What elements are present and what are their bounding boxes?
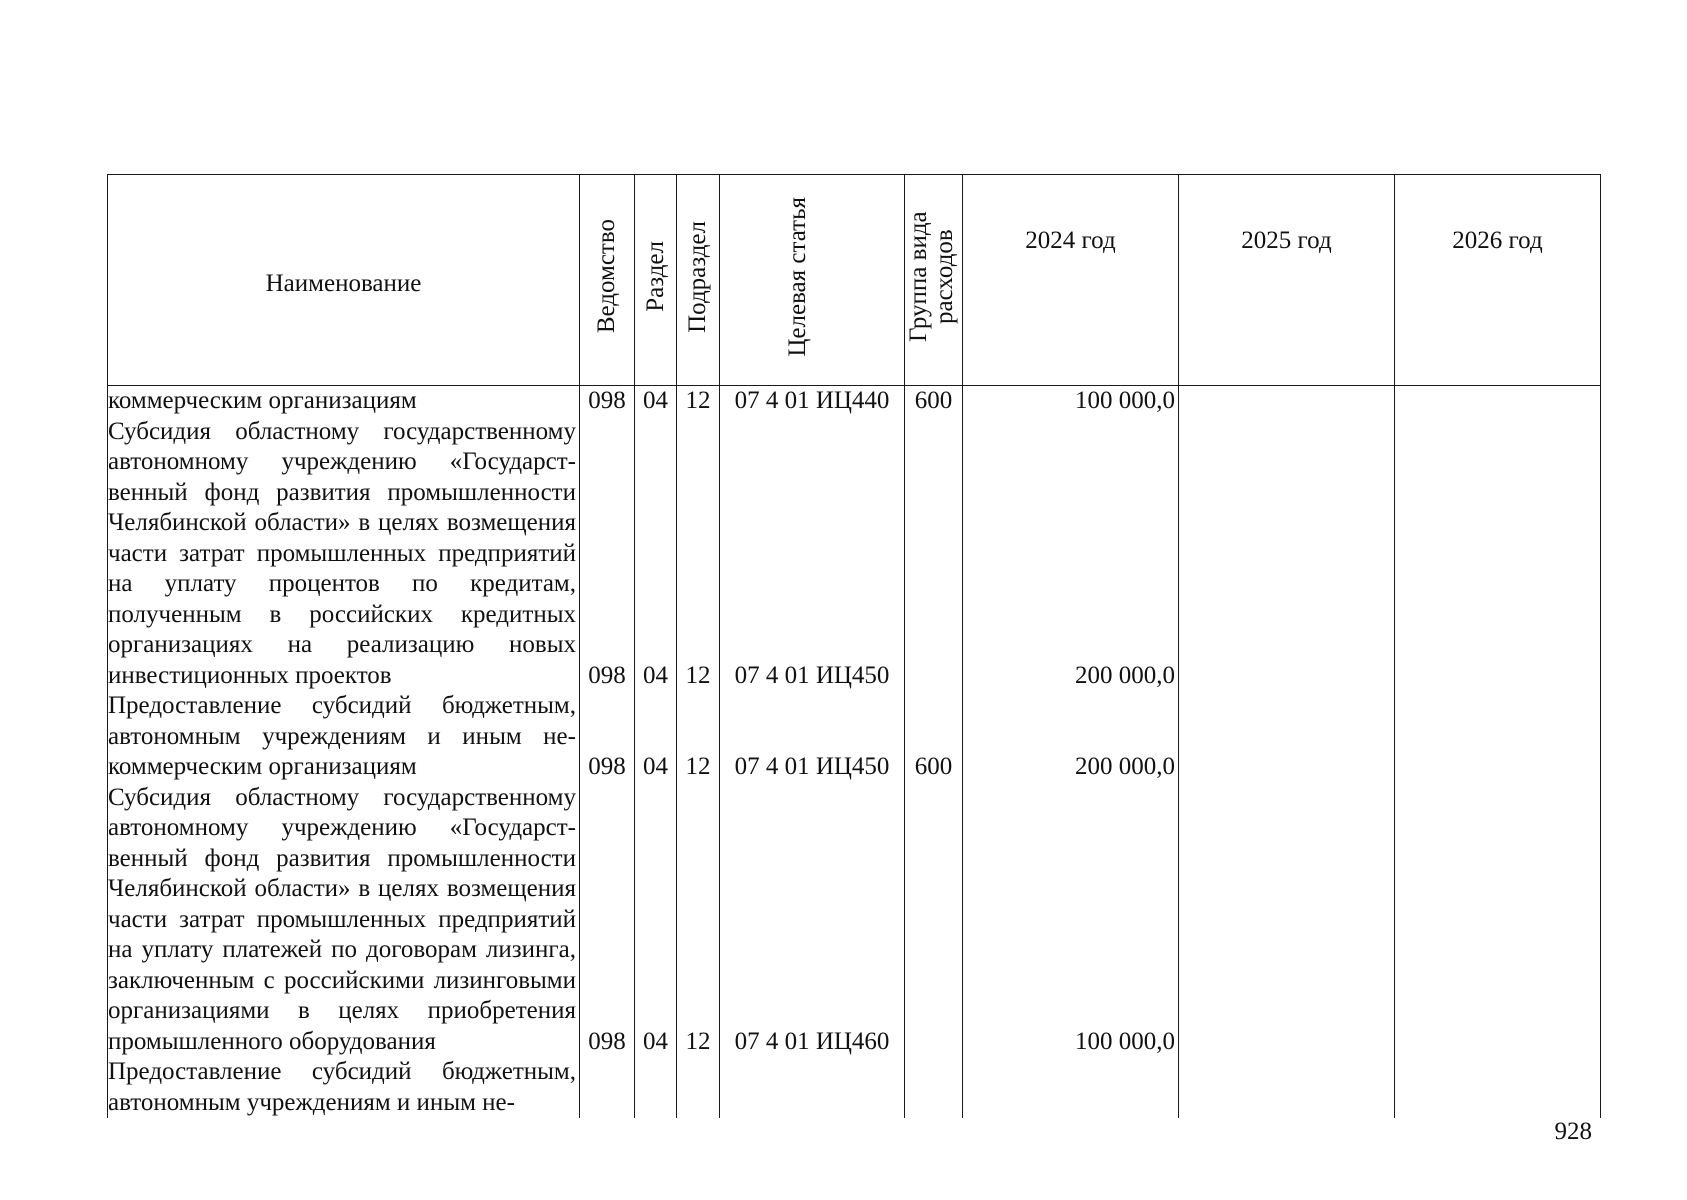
header-expense-group-label: Группа вида расходов [904, 211, 958, 342]
table-header [108, 175, 1601, 386]
row-year-2025 [1179, 783, 1395, 1058]
header-section-label: Раздел [641, 241, 669, 312]
row-year-2024 [963, 1057, 1179, 1118]
row-section: 04 [635, 691, 677, 783]
page-number: 928 [1554, 1118, 1592, 1145]
table-row [108, 1057, 1601, 1118]
row-subsection [677, 1057, 720, 1118]
row-department: 098 [580, 783, 635, 1058]
row-name: Субсидия областному государственному автономному учреждению «Государственный фонд развития промышленности Челябинской области» в целях возмещения части затрат промышленных предприятий на уплату платежей по договорам лизинга, заключенным с российскими лизинговыми организациями в целях приобретения промышленного оборудования [108, 783, 580, 1058]
row-year-2024: 200 000,0 [963, 691, 1179, 783]
header-name-label: Наименование [265, 270, 422, 297]
header-name [108, 175, 580, 386]
row-section: 04 [635, 417, 677, 692]
row-section: 04 [635, 386, 677, 417]
row-year-2024: 100 000,0 [963, 386, 1179, 417]
table-row [108, 691, 1601, 783]
row-year-2026 [1395, 783, 1601, 1058]
row-department: 098 [580, 691, 635, 783]
row-target-article: 07 4 01 ИЦ440 [720, 386, 905, 417]
header-subsection-label: Подраздел [684, 220, 711, 333]
row-expense-group: 600 [905, 386, 963, 417]
header-target-article [720, 175, 905, 386]
table-row [108, 386, 1601, 417]
row-department: 098 [580, 417, 635, 692]
row-target-article: 07 4 01 ИЦ450 [720, 417, 905, 692]
row-year-2025 [1179, 386, 1395, 417]
row-year-2026 [1395, 386, 1601, 417]
header-year-2024 [963, 175, 1179, 386]
header-year-2025-label: 2025 год [1241, 227, 1332, 254]
header-department [580, 175, 635, 386]
header-year-2026 [1395, 175, 1601, 386]
row-name: Субсидия областному государственному автономному учреждению «Государственный фонд развития промышленности Челябинской области» в целях возмещения части затрат промышленных предприятий на уплату процентов по кредитам, полученным в российских кредитных организациях на реализацию новых инвестиционных проектов [108, 417, 580, 692]
row-expense-group [905, 417, 963, 692]
row-target-article [720, 1057, 905, 1118]
row-year-2025 [1179, 1057, 1395, 1118]
row-section [635, 1057, 677, 1118]
header-year-2024-label: 2024 год [1025, 227, 1116, 254]
row-year-2026 [1395, 417, 1601, 692]
header-subsection [677, 175, 720, 386]
row-target-article: 07 4 01 ИЦ450 [720, 691, 905, 783]
row-section: 04 [635, 783, 677, 1058]
budget-table [107, 174, 1601, 1118]
budget-table-sheet [107, 174, 1600, 1116]
header-section [635, 175, 677, 386]
row-target-article: 07 4 01 ИЦ460 [720, 783, 905, 1058]
row-year-2025 [1179, 417, 1395, 692]
row-name: Предоставление субсидий бюджетным, автономным учреждениям и иным некоммерческим организациям [108, 691, 580, 783]
header-expense-group [905, 175, 963, 386]
row-year-2024: 100 000,0 [963, 783, 1179, 1058]
row-department [580, 1057, 635, 1118]
row-expense-group [905, 783, 963, 1058]
header-target-article-label: Целевая статья [784, 196, 811, 357]
row-expense-group [905, 1057, 963, 1118]
row-department: 098 [580, 386, 635, 417]
table-row [108, 783, 1601, 1058]
row-name: коммерческим организациям [108, 386, 580, 417]
table-row [108, 417, 1601, 692]
row-expense-group: 600 [905, 691, 963, 783]
table-body [108, 386, 1601, 1119]
row-subsection: 12 [677, 691, 720, 783]
header-year-2025 [1179, 175, 1395, 386]
row-year-2025 [1179, 691, 1395, 783]
row-subsection: 12 [677, 783, 720, 1058]
row-name: Предоставление субсидий бюджетным, автономным учреждениям и иным не- [108, 1057, 580, 1118]
row-year-2024: 200 000,0 [963, 417, 1179, 692]
row-subsection: 12 [677, 386, 720, 417]
row-subsection: 12 [677, 417, 720, 692]
row-year-2026 [1395, 691, 1601, 783]
row-year-2026 [1395, 1057, 1601, 1118]
header-year-2026-label: 2026 год [1452, 227, 1543, 254]
header-department-label: Ведомство [593, 219, 620, 334]
